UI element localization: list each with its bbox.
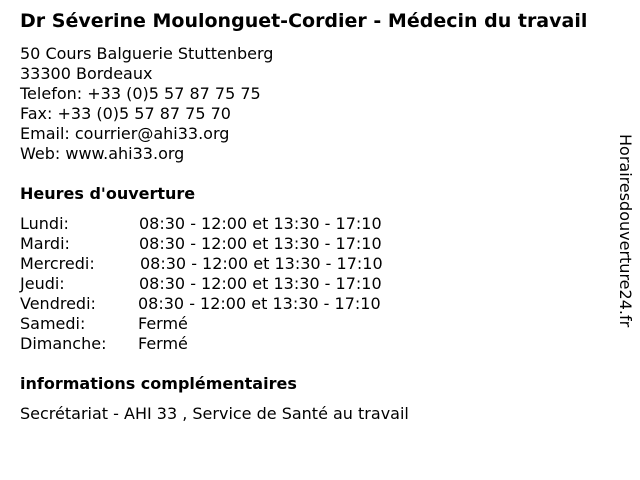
time-value: 08:30 - 12:00 et 13:30 - 17:10 (139, 214, 382, 233)
time-value: 08:30 - 12:00 et 13:30 - 17:10 (140, 254, 383, 273)
phone-line: Telefon: +33 (0)5 57 87 75 75 (20, 84, 261, 103)
time-value: 08:30 - 12:00 et 13:30 - 17:10 (139, 234, 382, 253)
web-line: Web: www.ahi33.org (20, 144, 185, 163)
day-label: Vendredi: (20, 294, 96, 313)
hours-row-friday (20, 294, 440, 314)
page-title: Dr Séverine Moulonguet-Cordier - Médecin du travail (20, 10, 588, 32)
time-value: 08:30 - 12:00 et 13:30 - 17:10 (139, 274, 382, 293)
day-label: Lundi: (20, 214, 69, 233)
day-label: Mardi: (20, 234, 70, 253)
hours-row-saturday (20, 314, 440, 334)
hours-row-wednesday (20, 254, 440, 274)
hours-row-thursday (20, 274, 440, 294)
info-text: Secrétariat - AHI 33 , Service de Santé au travail (20, 404, 409, 423)
email-line: Email: courrier@ahi33.org (20, 124, 230, 143)
site-watermark: Horairesdouverture24.fr (616, 134, 635, 328)
time-value: 08:30 - 12:00 et 13:30 - 17:10 (138, 294, 381, 313)
time-value: Fermé (138, 334, 188, 353)
street-address: 50 Cours Balguerie Stuttenberg (20, 44, 274, 63)
fax-line: Fax: +33 (0)5 57 87 75 70 (20, 104, 231, 123)
contact-block (20, 44, 273, 164)
day-label: Samedi: (20, 314, 86, 333)
hours-row-tuesday (20, 234, 440, 254)
postal-city: 33300 Bordeaux (20, 64, 153, 83)
hours-heading: Heures d'ouverture (20, 184, 196, 203)
hours-row-monday (20, 214, 440, 234)
day-label: Jeudi: (20, 274, 65, 293)
info-heading: informations complémentaires (20, 374, 297, 393)
hours-table (20, 214, 440, 354)
time-value: Fermé (138, 314, 188, 333)
hours-row-sunday (20, 334, 440, 354)
day-label: Mercredi: (20, 254, 95, 273)
day-label: Dimanche: (20, 334, 107, 353)
